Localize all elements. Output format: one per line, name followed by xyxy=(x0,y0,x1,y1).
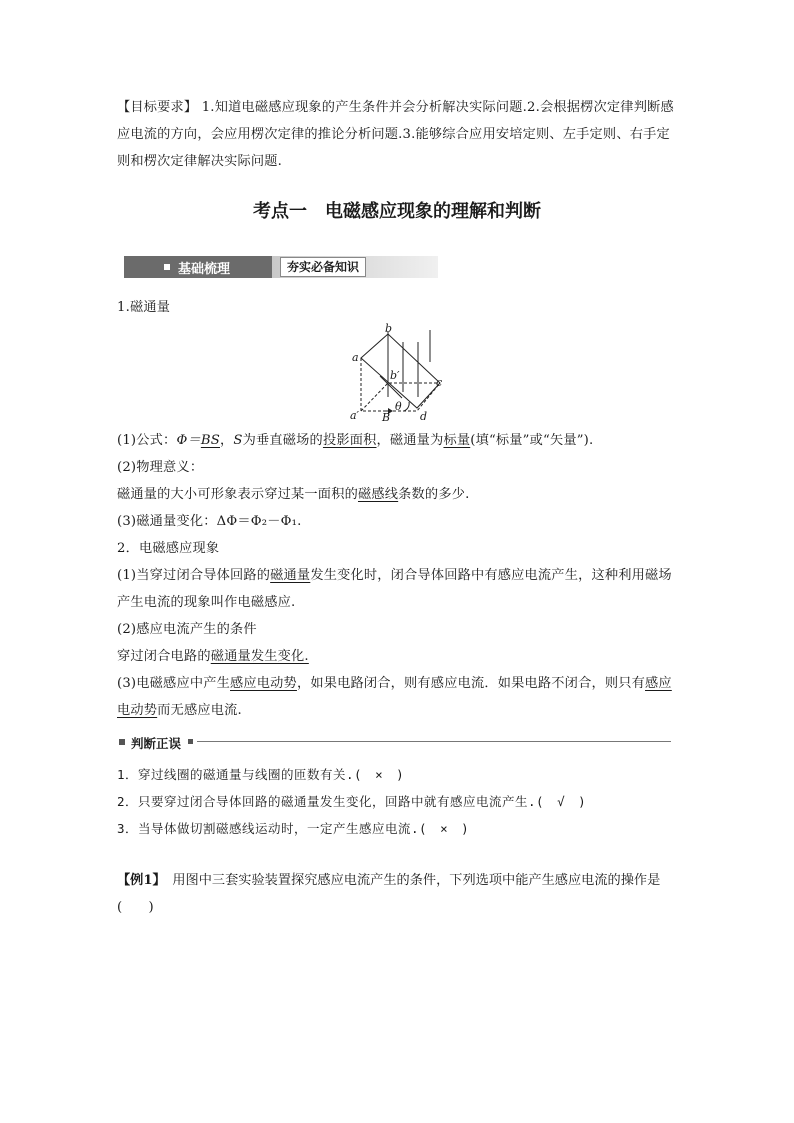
induction-item2 xyxy=(117,643,677,670)
banner-tag: 夯实必备知识 xyxy=(280,257,366,277)
formula-s: S xyxy=(233,433,243,448)
flux-change: (3)磁通量变化：ΔΦ＝Φ₂－Φ₁. xyxy=(117,514,302,529)
example-text: 用图中三套实验装置探究感应电流产生的条件，下列选项中能产生感应电流的操作是( ) xyxy=(117,873,661,915)
flux-meaning xyxy=(117,481,677,508)
judge-label: 判断正误 xyxy=(131,736,182,751)
item3-emf: 感应电动势 xyxy=(230,676,297,691)
label-c: c xyxy=(436,376,443,389)
formula-bs: BS xyxy=(200,433,220,448)
basic-review-banner xyxy=(124,256,438,278)
item2-text: 穿过闭合电路的 xyxy=(117,649,211,664)
item1-text2: 发生变化时，闭合导体回路中有感应电流产生，这种利用磁场产生电流的现象叫作电磁感应. xyxy=(117,568,672,610)
flux-figure xyxy=(344,322,448,426)
item3-text3: 而无感应电流. xyxy=(157,703,242,718)
judge-header xyxy=(117,734,677,750)
item3-text2: ，如果电路闭合，则有感应电流．如果电路不闭合，则只有 xyxy=(296,676,646,691)
flux-heading: 1.磁通量 xyxy=(117,300,171,315)
judge-square-icon xyxy=(119,739,125,745)
item1-text: (1)当穿过闭合导体回路的 xyxy=(117,568,271,583)
example-tag: 【例1】 xyxy=(117,873,160,888)
item1-flux: 磁通量 xyxy=(270,568,311,583)
formula-lhs: Φ＝ xyxy=(176,433,201,448)
induction-item3 xyxy=(117,670,677,724)
judge-dot-icon xyxy=(188,739,193,744)
flux-formula xyxy=(117,427,677,454)
label-b: b xyxy=(385,322,393,335)
item2-flux-change: 磁通量发生变化. xyxy=(210,649,309,664)
judge-item-2: 2．只要穿过闭合导体回路的磁通量发生变化，回路中就有感应电流产生.( √ ) xyxy=(117,794,587,809)
label-a: a xyxy=(352,351,359,364)
section-title: 考点一 电磁感应现象的理解和判断 xyxy=(253,201,541,222)
goal-text: 1.知道电磁感应现象的产生条件并会分析解决实际问题.2.会根据楞次定律判断感应电流的方向，会应用楞次定律的推论分析问题.3.能够综合应用安培定则、左手定则、右手定则和楞次定律解决实际问题. xyxy=(117,100,674,169)
formula-text3: (填“标量”或“矢量”). xyxy=(470,433,594,448)
formula-projection: 投影面积 xyxy=(322,433,377,448)
label-a-prime: a′ xyxy=(350,409,360,422)
judge-item-3: 3．当导体做切割磁感线运动时，一定产生感应电流.( × ) xyxy=(117,821,470,836)
label-d: d xyxy=(420,410,428,423)
flux-meaning-head: (2)物理意义： xyxy=(117,460,204,475)
label-B: B xyxy=(382,411,391,424)
item3-text: (3)电磁感应中产生 xyxy=(117,676,230,691)
banner-square-icon xyxy=(164,264,170,270)
formula-text2: ，磁通量为 xyxy=(376,433,444,448)
judge-divider xyxy=(197,741,671,742)
example-1 xyxy=(117,867,687,921)
judge-item-1: 1．穿过线圈的磁通量与线圈的匝数有关.( × ) xyxy=(117,767,405,782)
induction-heading: 2．电磁感应现象 xyxy=(117,541,220,556)
induction-item1 xyxy=(117,562,677,616)
banner-label: 基础梳理 xyxy=(178,262,231,277)
formula-scalar: 标量 xyxy=(443,433,471,448)
goal-paragraph xyxy=(117,94,677,175)
meaning-field-lines: 磁感线 xyxy=(357,487,399,502)
goal-tag: 【目标要求】 xyxy=(117,100,198,115)
meaning-text: 磁通量的大小可形象表示穿过某一面积的 xyxy=(117,487,358,502)
item3-emf2: 感应电动势 xyxy=(117,676,672,718)
induction-item2-head: (2)感应电流产生的条件 xyxy=(117,622,257,637)
label-theta: θ xyxy=(395,400,402,413)
label-b-prime: b′ xyxy=(390,369,400,382)
formula-comma: ， xyxy=(220,433,234,448)
meaning-text2: 条数的多少. xyxy=(398,487,470,502)
formula-prefix: (1)公式： xyxy=(117,433,177,448)
formula-text: 为垂直磁场的 xyxy=(242,433,323,448)
